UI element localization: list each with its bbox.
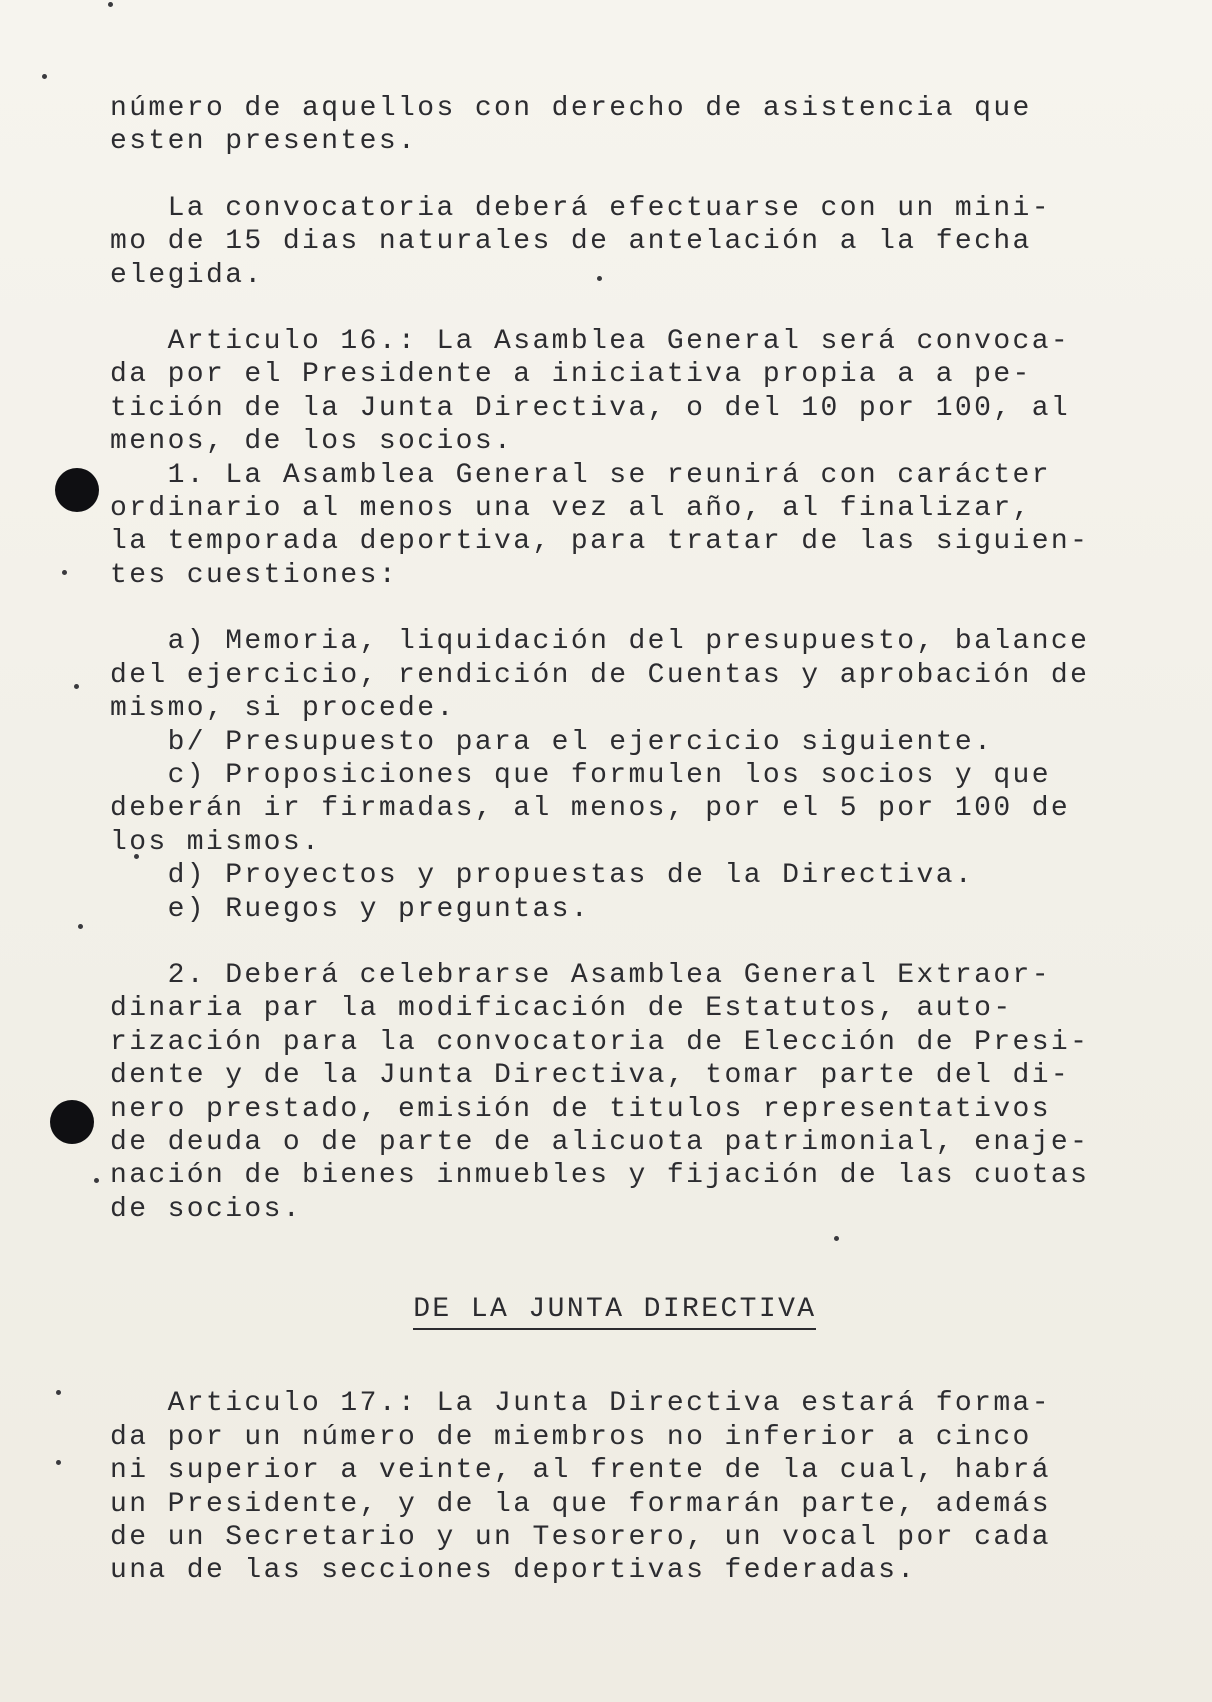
- ink-speck: [74, 684, 79, 689]
- text-line: de socios.: [110, 1193, 303, 1225]
- punch-hole-bottom: [50, 1100, 94, 1144]
- text-line: b/ Presupuesto para el ejercicio siguiente.: [110, 726, 994, 758]
- text-line: da por un número de miembros no inferior a cinco: [110, 1421, 1032, 1453]
- text-line: esten presentes.: [110, 126, 418, 158]
- ink-speck: [56, 1460, 61, 1465]
- ink-speck: [108, 2, 113, 7]
- text-line: menos, de los socios.: [110, 426, 514, 458]
- text-line: 2. Deberá celebrarse Asamblea General Extraor-: [110, 959, 1051, 991]
- text-line: de un Secretario y un Tesorero, un vocal por cada: [110, 1522, 1051, 1554]
- text-line: d) Proyectos y propuestas de la Directiva.: [110, 860, 975, 892]
- text-line: mo de 15 dias naturales de antelación a la fecha: [110, 226, 1032, 258]
- text-line: La convocatoria deberá efectuarse con un mini-: [110, 192, 1051, 224]
- text-line: tición de la Junta Directiva, o del 10 por 100, al: [110, 392, 1071, 424]
- text-line: e) Ruegos y preguntas.: [110, 893, 591, 925]
- text-line: Articulo 17.: La Junta Directiva estará forma-: [110, 1388, 1051, 1420]
- text-line: nación de bienes inmuebles y fijación de las cuotas: [110, 1160, 1090, 1192]
- text-line: ordinario al menos una vez al año, al finalizar,: [110, 493, 1032, 525]
- text-line: a) Memoria, liquidación del presupuesto, balance: [110, 626, 1090, 658]
- typed-text-body: [110, 92, 1150, 1588]
- text-line: un Presidente, y de la que formarán parte, además: [110, 1488, 1051, 1520]
- punch-hole-top: [55, 468, 99, 512]
- section-heading-line: [110, 1259, 1150, 1363]
- text-line: del ejercicio, rendición de Cuentas y aprobación de: [110, 659, 1090, 691]
- text-line: una de las secciones deportivas federadas.: [110, 1555, 917, 1587]
- text-line: elegida.: [110, 259, 264, 291]
- text-line: ni superior a veinte, al frente de la cual, habrá: [110, 1455, 1051, 1487]
- text-line: dinaria par la modificación de Estatutos, auto-: [110, 993, 1013, 1025]
- text-line: tes cuestiones:: [110, 559, 399, 591]
- text-line: deberán ir firmadas, al menos, por el 5 por 100 de: [110, 793, 1071, 825]
- ink-speck: [78, 924, 83, 929]
- text-line: la temporada deportiva, para tratar de las siguien-: [110, 526, 1090, 558]
- text-line: Articulo 16.: La Asamblea General será convoca-: [110, 326, 1071, 358]
- ink-speck: [62, 570, 67, 575]
- text-line: dente y de la Junta Directiva, tomar parte del di-: [110, 1060, 1071, 1092]
- ink-speck: [42, 74, 47, 79]
- text-line: da por el Presidente a iniciativa propia a a pe-: [110, 359, 1032, 391]
- text-line: número de aquellos con derecho de asistencia que: [110, 93, 1032, 124]
- text-line: nero prestado, emisión de titulos representativos: [110, 1093, 1051, 1125]
- text-line: los mismos.: [110, 826, 322, 858]
- text-line: c) Proposiciones que formulen los socios y que: [110, 759, 1051, 791]
- ink-speck: [94, 1178, 99, 1183]
- text-line: de deuda o de parte de alicuota patrimonial, enaje-: [110, 1126, 1090, 1158]
- ink-speck: [56, 1390, 61, 1395]
- text-line: rización para la convocatoria de Elección de Presi-: [110, 1026, 1090, 1058]
- text-line: 1. La Asamblea General se reunirá con carácter: [110, 459, 1051, 491]
- text-line: mismo, si procede.: [110, 693, 456, 725]
- section-heading: DE LA JUNTA DIRECTIVA: [413, 1293, 816, 1330]
